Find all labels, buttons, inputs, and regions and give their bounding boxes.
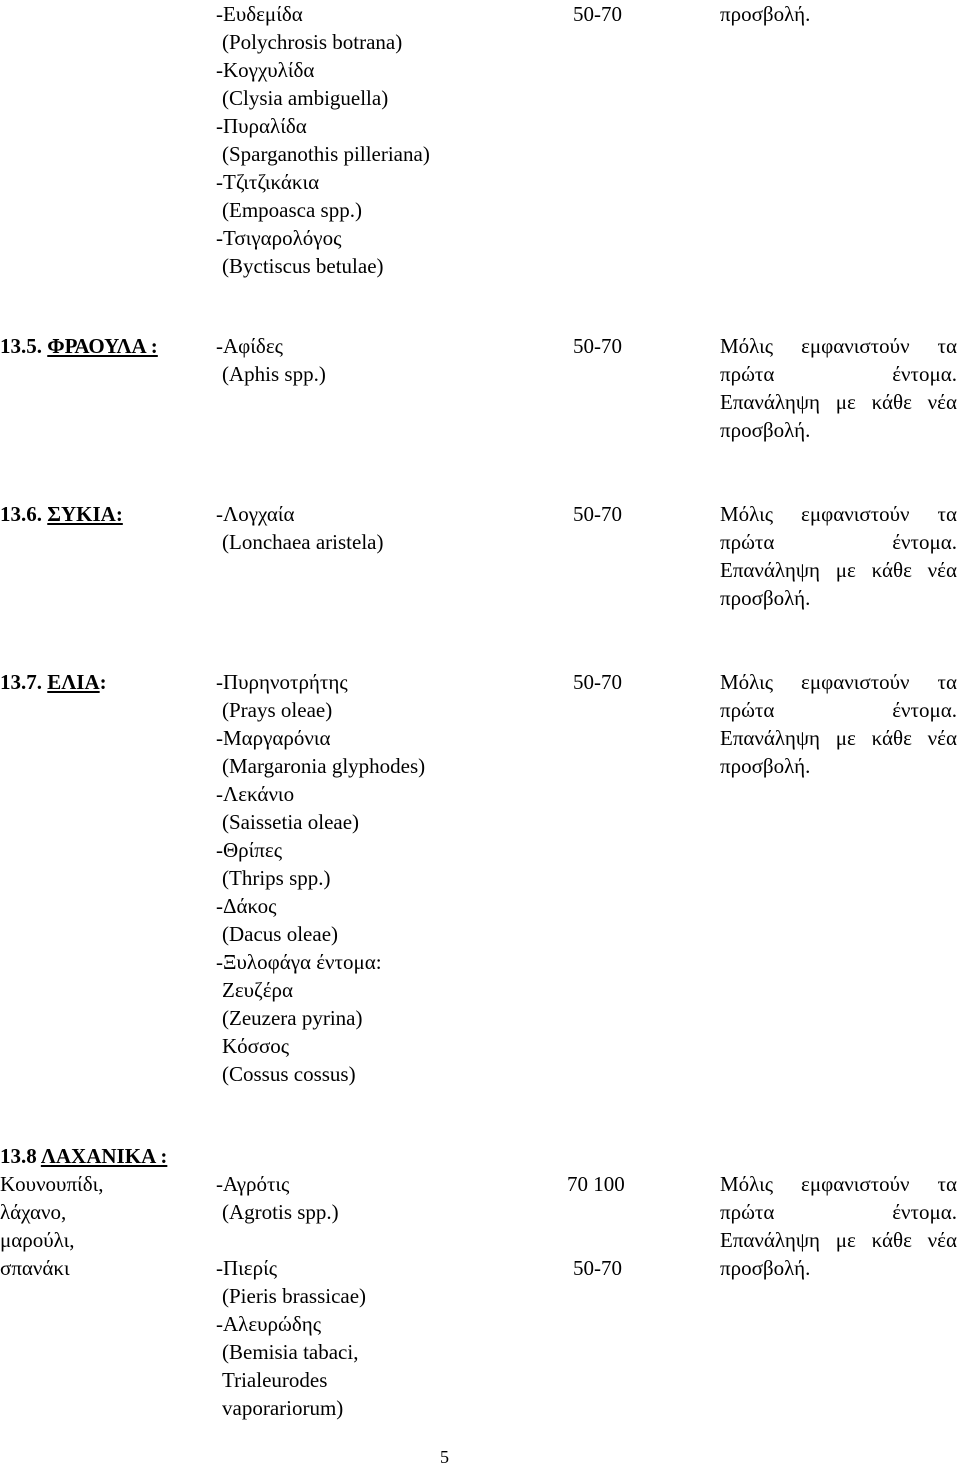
page-number: 5 (440, 1447, 449, 1467)
pest-line: (Margaronia glyphodes) (222, 754, 426, 778)
pest-line: -Λεκάνιο (216, 782, 295, 806)
pest-line: (Saissetia oleae) (222, 810, 360, 834)
pest-line: (Prays oleae) (222, 698, 333, 722)
timing-line: προσβολή. (720, 586, 811, 610)
dose-value: 50-70 (573, 502, 622, 526)
crop-line: λάχανο, (0, 1200, 67, 1224)
section-number: 13.8 (0, 1144, 41, 1168)
timing-line: Επανάληψη με κάθε νέα (720, 390, 957, 414)
section-heading (0, 1142, 167, 1170)
pest-line: -Δάκος (216, 894, 277, 918)
section-heading (0, 668, 107, 696)
pest-line: (Sparganothis pilleriana) (222, 142, 430, 166)
crop-line: μαρούλι, (0, 1228, 75, 1252)
timing-line: προσβολή. (720, 1256, 811, 1280)
pest-line: (Dacus oleae) (222, 922, 339, 946)
dose-value: 70 100 (567, 1172, 625, 1196)
timing-line: Επανάληψη με κάθε νέα (720, 1228, 957, 1252)
timing-line: πρώτα έντομα. (720, 530, 957, 554)
pest-line: (Cossus cossus) (222, 1062, 356, 1086)
pest-line: -Ευδεμίδα (216, 2, 303, 26)
pest-line: -Αγρότις (216, 1172, 290, 1196)
dose-value: 50-70 (573, 2, 622, 26)
pest-line: Κόσσος (222, 1034, 290, 1058)
pest-line: -Ξυλοφάγα έντομα: (216, 950, 382, 974)
dose-value: 50-70 (573, 334, 622, 358)
timing-line: πρώτα έντομα. (720, 1200, 957, 1224)
pest-line: -Τζιτζικάκια (216, 170, 320, 194)
section-heading (0, 332, 158, 360)
pest-line: (Pieris brassicae) (222, 1284, 367, 1308)
timing-line: πρώτα έντομα. (720, 362, 957, 386)
pest-line: (Bemisia tabaci, (222, 1340, 359, 1364)
pest-line: vaporariorum) (222, 1396, 344, 1420)
crop-line: Κουνουπίδι, (0, 1172, 104, 1196)
section-title-suffix: : (99, 670, 107, 694)
pest-line: (Byctiscus betulae) (222, 254, 384, 278)
dose-value: 50-70 (573, 1256, 622, 1280)
section-number: 13.7. (0, 670, 48, 694)
section-number: 13.5. (0, 334, 48, 358)
pest-line: -Πυρηνοτρήτης (216, 670, 348, 694)
timing-line: Επανάληψη με κάθε νέα (720, 558, 957, 582)
pest-line: (Agrotis spp.) (222, 1200, 339, 1224)
timing-word: εμφανιστούν (801, 334, 910, 358)
pest-line: -Λογχαία (216, 502, 295, 526)
pest-line: -Πιερίς (216, 1256, 278, 1280)
pest-line: (Lonchaea aristela) (222, 530, 384, 554)
pest-line: (Clysia ambiguella) (222, 86, 389, 110)
timing-line: πρώτα έντομα. (720, 698, 957, 722)
timing-line: Επανάληψη με κάθε νέα (720, 726, 957, 750)
section-title: ΕΛΙΑ (47, 670, 100, 694)
timing-line: Μόλις εμφανιστούν τα (720, 670, 957, 694)
timing-line: Μόλις εμφανιστούν τα (720, 502, 957, 526)
timing-word: Μόλις (720, 334, 774, 358)
timing-text: προσβολή. (720, 2, 811, 26)
pest-line: -Μαργαρόνια (216, 726, 331, 750)
section-number: 13.6. (0, 502, 48, 526)
pest-line: -Αλευρώδης (216, 1312, 322, 1336)
pest-line: (Aphis spp.) (222, 362, 326, 386)
timing-word: τα (937, 334, 957, 358)
section-heading (0, 500, 123, 528)
pest-line: -Θρίπες (216, 838, 283, 862)
timing-line: προσβολή. (720, 418, 811, 442)
section-title: ΣΥΚΙΑ: (47, 502, 123, 526)
pest-line: -Τσιγαρολόγος (216, 226, 342, 250)
dose-value: 50-70 (573, 670, 622, 694)
section-title: ΛΑΧΑΝΙΚΑ : (40, 1144, 168, 1168)
pest-line: Ζευζέρα (222, 978, 294, 1002)
timing-text (720, 332, 957, 360)
pest-line: (Zeuzera pyrina) (222, 1006, 363, 1030)
pest-line: (Empoasca spp.) (222, 198, 362, 222)
section-title: ΦΡΑΟΥΛΑ : (47, 334, 158, 358)
pest-line: -Αφίδες (216, 334, 283, 358)
crop-line: σπανάκι (0, 1256, 70, 1280)
timing-line: Μόλις εμφανιστούν τα (720, 1172, 957, 1196)
pest-line: Trialeurodes (222, 1368, 328, 1392)
pest-line: (Polychrosis botrana) (222, 30, 403, 54)
timing-line: προσβολή. (720, 754, 811, 778)
pest-line: -Κογχυλίδα (216, 58, 315, 82)
pest-line: -Πυραλίδα (216, 114, 307, 138)
pest-line: (Thrips spp.) (222, 866, 331, 890)
